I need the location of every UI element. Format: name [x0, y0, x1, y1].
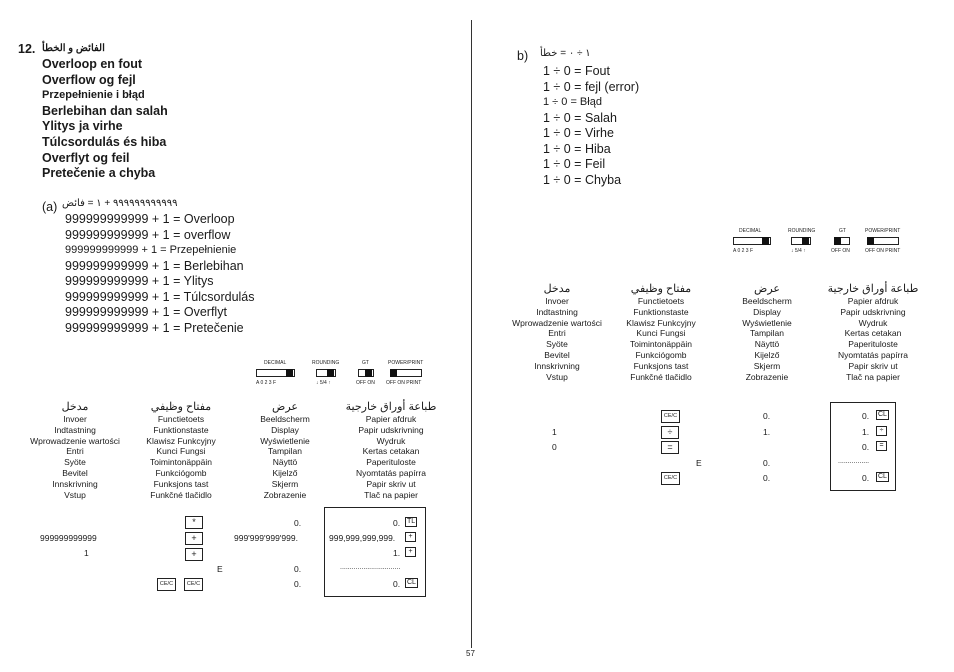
gt-label: GT — [362, 360, 369, 366]
tape-value: 0. — [862, 442, 870, 452]
clear-key: CE/C — [184, 578, 203, 591]
display-label: Tampilan — [749, 328, 785, 339]
gt-ticks: OFF ON — [356, 380, 375, 386]
print-header: طباعة أوراق خارجية — [345, 401, 437, 413]
function-column — [126, 400, 236, 500]
tape-key: CL — [878, 411, 887, 418]
rounding-label: ROUNDING — [312, 360, 340, 366]
equation-line: 1 ÷ 0 = Salah — [543, 110, 617, 125]
function-column — [606, 282, 716, 382]
input-label: Syöte — [64, 457, 86, 468]
print-label: Kertas cetakan — [362, 446, 420, 457]
equation-line: 1 ÷ 0 = fejl (error) — [543, 79, 640, 94]
print-label: Kertas cetakan — [844, 328, 902, 339]
display-value: 0. — [763, 411, 771, 421]
function-label: Funkčné tlačidlo — [630, 371, 692, 382]
key-legend-left — [0, 400, 470, 500]
equation-line: 1 ÷ 0 = Feil — [543, 157, 606, 171]
equals-key: = — [661, 441, 679, 454]
print-label: Papir udskrivning — [358, 424, 424, 435]
function-label: Funktionstaste — [633, 306, 689, 317]
function-label: Funksjons tast — [153, 478, 209, 489]
equation-line: 999999999999 + 1 = Ylitys — [65, 274, 214, 288]
power-ticks: OFF ON PRINT — [386, 380, 422, 386]
print-label: Nyomtatás papírra — [838, 349, 908, 360]
tape-dots: ................ — [838, 458, 870, 465]
title-hungarian: Túlcsordulás és hiba — [42, 134, 167, 149]
input-label: Wprowadzenie wartości — [30, 435, 120, 446]
input-label: Wprowadzenie wartości — [512, 317, 602, 328]
display-label: Skjerm — [271, 478, 299, 489]
tape-key: + — [405, 532, 416, 542]
function-label: Toimintonäppäin — [150, 457, 212, 468]
key-legend-right — [0, 282, 954, 382]
gt-ticks: OFF ON — [831, 248, 850, 254]
decimal-ticks: A 0 2 3 F — [733, 248, 754, 254]
print-header: طباعة أوراق خارجية — [827, 283, 919, 295]
display-column — [712, 282, 822, 382]
print-label: Papir skriv ut — [848, 360, 898, 371]
error-flag: E — [217, 564, 223, 574]
example-b-equations — [543, 64, 639, 188]
tape-value: 1. — [393, 548, 401, 558]
clear-key: CE/C — [157, 578, 176, 591]
function-label: Klawisz Funkcyjny — [626, 317, 696, 328]
function-label: Funkciógomb — [155, 467, 207, 478]
equation-line: 1 ÷ 0 = Chyba — [543, 172, 622, 187]
function-label: Functietoets — [637, 296, 685, 306]
example-a-arabic: ٩٩٩٩٩٩٩٩٩٩٩٩ + ١ = فائض — [62, 198, 178, 209]
tape-value: 1. — [862, 427, 870, 437]
input-label: Bevitel — [62, 467, 88, 478]
print-label: Papir udskrivning — [840, 306, 906, 317]
title-indonesian: Berlebihan dan salah — [42, 103, 168, 118]
power-label: POWER/PRINT — [388, 360, 424, 366]
display-value: 0. — [763, 458, 771, 468]
error-flag: E — [696, 458, 702, 468]
input-value: 0 — [552, 442, 557, 452]
function-label: Funksjons tast — [633, 360, 689, 371]
print-label: Tlač na papier — [846, 371, 900, 382]
title-dutch: Overloop en fout — [42, 57, 142, 71]
function-label: Funktionstaste — [153, 424, 209, 435]
tape-key: + — [405, 547, 416, 557]
function-header: مفتاح وظيفي — [150, 401, 212, 413]
display-label: Kijelző — [754, 349, 780, 360]
input-label: Vstup — [64, 489, 86, 500]
display-label: Tampilan — [267, 446, 303, 457]
equation-line: 999999999999 + 1 = Przepełnienie — [65, 244, 237, 256]
tape-key: CL — [878, 473, 887, 480]
display-value: 0. — [294, 564, 302, 574]
title-norwegian: Overflyt og feil — [42, 150, 130, 165]
print-label: Wydruk — [376, 435, 406, 446]
title-polish: Przepełnienie i błąd — [42, 89, 145, 102]
section-titles — [42, 57, 168, 182]
input-label: Invoer — [63, 414, 87, 424]
print-label: Paperituloste — [366, 457, 416, 468]
function-label: Functietoets — [157, 414, 205, 424]
input-label: Entri — [66, 446, 84, 457]
equation-line: 999999999999 + 1 = Túlcsordulás — [65, 289, 255, 304]
clear-key: CE/C — [661, 472, 680, 485]
tape-key: ÷ — [876, 426, 887, 436]
display-header: عرض — [754, 283, 780, 295]
print-column — [336, 400, 446, 500]
input-label: Invoer — [545, 296, 569, 306]
tape-value: 0. — [393, 579, 401, 589]
rounding-ticks: ↓ 5/4 ↑ — [791, 248, 806, 254]
display-value: 0. — [294, 579, 302, 589]
example-a-label: (a) — [42, 200, 58, 214]
tape-key: CL — [407, 579, 416, 586]
equation-line: 1 ÷ 0 = Błąd — [543, 96, 602, 108]
divide-key: ÷ — [661, 426, 679, 439]
display-label: Display — [753, 306, 781, 317]
display-header: عرض — [272, 401, 298, 413]
arabic-section-title: الفائض و الخطأ — [42, 43, 105, 54]
display-label: Display — [271, 424, 299, 435]
display-label: Wyświetlenie — [260, 435, 310, 446]
plus-key: + — [185, 532, 203, 545]
function-label: Toimintonäppäin — [630, 339, 692, 350]
display-label: Skjerm — [753, 360, 781, 371]
power-label: POWER/PRINT — [865, 228, 901, 234]
gt-knob — [834, 237, 841, 245]
power-knob — [867, 237, 874, 245]
page-number: 57 — [466, 649, 475, 658]
display-label: Beeldscherm — [742, 296, 792, 306]
rounding-knob — [802, 237, 809, 245]
tape-key: = — [876, 441, 887, 451]
function-label: Klawisz Funkcyjny — [146, 435, 216, 446]
display-label: Beeldscherm — [260, 414, 310, 424]
equation-line: 1 ÷ 0 = Hiba — [543, 141, 611, 156]
rounding-ticks: ↓ 5/4 ↑ — [316, 380, 331, 386]
title-slovak: Pretečenie a chyba — [42, 166, 156, 181]
function-label: Funkčné tlačidlo — [150, 489, 212, 500]
example-b-label: b) — [517, 49, 529, 63]
input-label: Vstup — [546, 371, 568, 382]
input-value: 999999999999 — [40, 533, 97, 543]
clear-key: CE/C — [661, 410, 680, 423]
display-label: Zobrazenie — [745, 371, 789, 382]
print-label: Paperituloste — [848, 339, 898, 350]
print-column — [818, 282, 928, 382]
input-label: Entri — [548, 328, 566, 339]
equation-line: 999999999999 + 1 = Overloop — [65, 212, 235, 226]
equation-line: 999999999999 + 1 = Overflyt — [65, 305, 227, 319]
tape-value: 0. — [393, 518, 401, 528]
decimal-label: DECIMAL — [264, 360, 287, 366]
input-label: Indtastning — [536, 306, 578, 317]
tape-value: 0. — [862, 473, 870, 483]
display-value: 0. — [763, 473, 771, 483]
function-label: Funkciógomb — [635, 349, 687, 360]
input-value: 1 — [552, 427, 557, 437]
tape-value: 0. — [862, 411, 870, 421]
title-danish: Overflow og fejl — [42, 72, 136, 87]
display-value: 0. — [294, 518, 302, 528]
input-header: مدخل — [543, 283, 571, 295]
decimal-label: DECIMAL — [739, 228, 762, 234]
tape-dots: ............................... — [340, 564, 401, 571]
print-label: Wydruk — [858, 317, 888, 328]
print-label: Papir skriv ut — [366, 478, 416, 489]
tape-key: TL — [407, 518, 416, 525]
multiply-key: * — [185, 516, 203, 529]
input-header: مدخل — [61, 401, 89, 413]
function-label: Kunci Fungsi — [636, 328, 686, 339]
input-column — [502, 282, 612, 382]
gt-label: GT — [839, 228, 846, 234]
print-label: Papier afdruk — [365, 414, 417, 424]
power-ticks: OFF ON PRINT — [865, 248, 901, 254]
example-b-arabic: ١ ÷ ٠ = خطأ — [540, 48, 591, 59]
input-label: Indtastning — [54, 424, 96, 435]
input-label: Bevitel — [544, 349, 570, 360]
input-label: Syöte — [546, 339, 568, 350]
display-label: Näyttö — [754, 339, 780, 350]
display-column — [230, 400, 340, 500]
equation-line: 1 ÷ 0 = Fout — [543, 64, 610, 78]
decimal-knob — [762, 237, 769, 245]
section-number: 12. — [18, 42, 36, 56]
input-column — [20, 400, 130, 500]
display-value: 1. — [763, 427, 771, 437]
display-label: Wyświetlenie — [742, 317, 792, 328]
display-label: Näyttö — [272, 457, 298, 468]
function-label: Kunci Fungsi — [156, 446, 206, 457]
input-value: 1 — [84, 548, 89, 558]
title-finnish: Ylitys ja virhe — [42, 119, 123, 134]
decimal-ticks: A 0 2 3 F — [256, 380, 277, 386]
print-label: Papier afdruk — [847, 296, 899, 306]
equation-line: 999999999999 + 1 = Berlebihan — [65, 258, 244, 273]
display-label: Zobrazenie — [263, 489, 307, 500]
display-label: Kijelző — [272, 467, 298, 478]
plus-key: + — [185, 548, 203, 561]
equation-line: 999999999999 + 1 = Pretečenie — [65, 320, 244, 335]
function-header: مفتاح وظيفي — [630, 283, 692, 295]
input-label: Innskrivning — [534, 360, 580, 371]
equation-line: 999999999999 + 1 = overflow — [65, 227, 231, 242]
rounding-label: ROUNDING — [788, 228, 816, 234]
print-label: Tlač na papier — [364, 489, 418, 500]
print-label: Nyomtatás papírra — [356, 467, 426, 478]
input-label: Innskrivning — [52, 478, 98, 489]
display-value: 999'999'999'999. — [234, 533, 298, 543]
tape-value: 999,999,999,999. — [329, 533, 396, 543]
equation-line: 1 ÷ 0 = Virhe — [543, 126, 614, 140]
